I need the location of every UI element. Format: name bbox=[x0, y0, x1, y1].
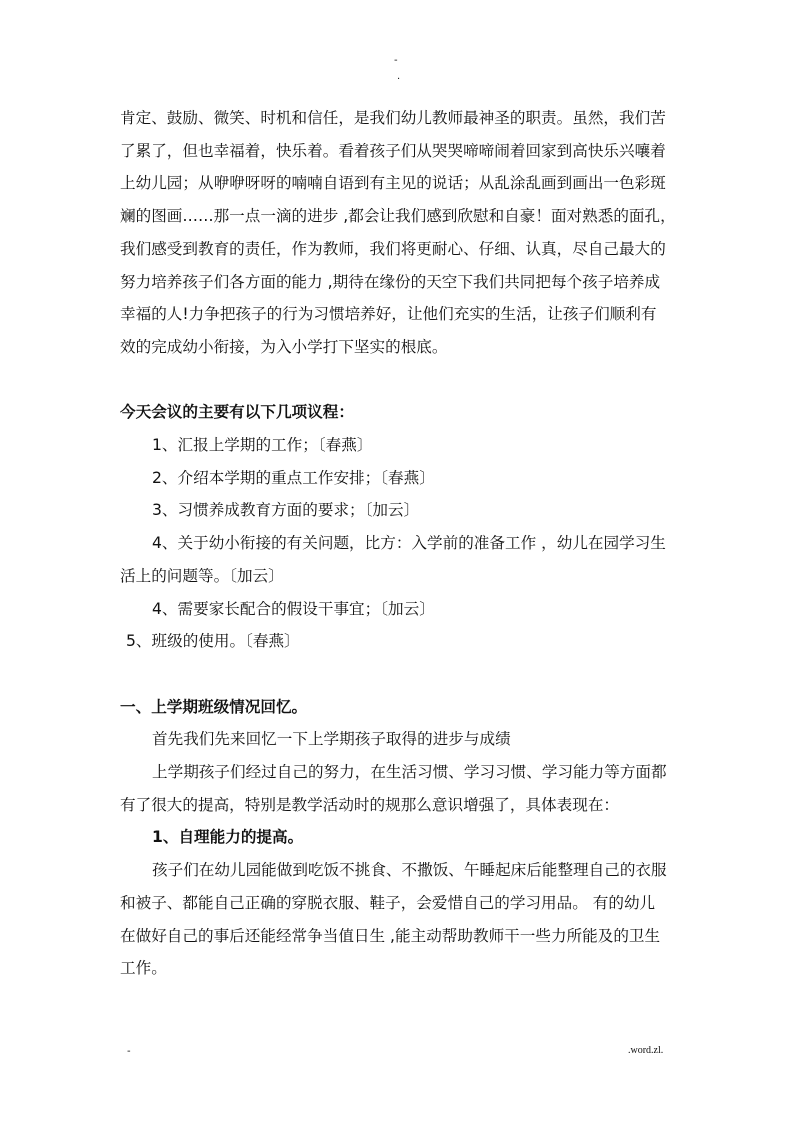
section-paragraph bbox=[120, 756, 680, 821]
intro-line: 肯定、鼓励、微笑、时机和信任，是我们幼儿教师最神圣的职责。虽然，我们苦 bbox=[120, 109, 666, 127]
section-lead: 首先我们先来回忆一下上学期孩子取得的进步与成绩 bbox=[152, 730, 511, 749]
spacer bbox=[120, 364, 680, 397]
header-dot: . bbox=[397, 71, 401, 82]
subsection-line: 在做好自己的事后还能经常争当值日生 ,能主动帮助教师干一些力所能及的卫生 bbox=[120, 926, 661, 945]
header-mark: - bbox=[394, 55, 398, 66]
agenda-item-4-continued: 活上的问题等。〔加云〕 bbox=[120, 566, 284, 585]
intro-line: 我们感受到教育的责任，作为教师，我们将更耐心、仔细、认真，尽自己最大的 bbox=[120, 239, 666, 258]
agenda-item-5: 5、班级的使用。〔春燕〕 bbox=[126, 632, 300, 651]
intro-line: 斓的图画……那一点一滴的进步 ,都会让我们感到欣慰和自豪！面对熟悉的面孔， bbox=[120, 207, 676, 226]
agenda-item-4b: 4、需要家长配合的假设干事宜；〔加云〕 bbox=[152, 599, 435, 618]
intro-line: 了累了，但也幸福着，快乐着。看着孩子们从哭哭啼啼闹着回家到高快乐兴嚷着 bbox=[120, 141, 666, 160]
subsection-heading: 1、自理能力的提高。 bbox=[152, 828, 304, 847]
agenda-title: 今天会议的主要有以下几项议程： bbox=[120, 403, 354, 422]
agenda-item-1: 1、汇报上学期的工作；〔春燕〕 bbox=[152, 436, 373, 455]
spacer bbox=[120, 658, 680, 691]
agenda-item-2: 2、介绍本学期的重点工作安排；〔春燕〕 bbox=[152, 468, 435, 487]
footer-text: .word.zl. bbox=[628, 1045, 664, 1056]
section-heading: 一、上学期班级情况回忆。 bbox=[120, 697, 308, 716]
intro-line: 努力培养孩子们各方面的能力 ,期待在缘份的天空下我们共同把每个孩子培养成 bbox=[120, 272, 661, 291]
subsection-paragraph bbox=[120, 854, 680, 985]
subsection-line: 工作。 bbox=[120, 959, 167, 978]
intro-line: 上幼儿园；从咿咿呀呀的喃喃自语到有主见的说话；从乱涂乱画到画出一色彩斑 bbox=[120, 174, 666, 193]
footer-mark: - bbox=[127, 1046, 131, 1057]
document-body bbox=[120, 102, 680, 985]
agenda-list bbox=[120, 429, 680, 658]
section-line: 上学期孩子们经过自己的努力，在生活习惯、学习习惯、学习能力等方面都 bbox=[152, 763, 667, 782]
agenda-item-4: 4、关于幼小衔接的有关问题，比方：入学前的准备工作 ，幼儿在园学习生 bbox=[152, 534, 666, 553]
intro-line: 幸福的人!力争把孩子的行为习惯培养好，让他们充实的生活，让孩子们顺利有 bbox=[120, 305, 657, 324]
agenda-item-3: 3、习惯养成教育方面的要求；〔加云〕 bbox=[152, 501, 420, 520]
intro-paragraph bbox=[120, 102, 680, 364]
subsection-line: 和被子、都能自己正确的穿脱衣服、鞋子，会爱惜自己的学习用品。 有的幼儿 bbox=[120, 893, 656, 912]
intro-line: 效的完成幼小衔接，为入小学打下坚实的根底。 bbox=[120, 337, 448, 356]
subsection-line: 孩子们在幼儿园能做到吃饭不挑食、不撒饭、午睡起床后能整理自己的衣服 bbox=[152, 861, 667, 880]
section-line: 有了很大的提高，特别是教学活动时的规那么意识增强了，具体表现在： bbox=[120, 795, 620, 814]
